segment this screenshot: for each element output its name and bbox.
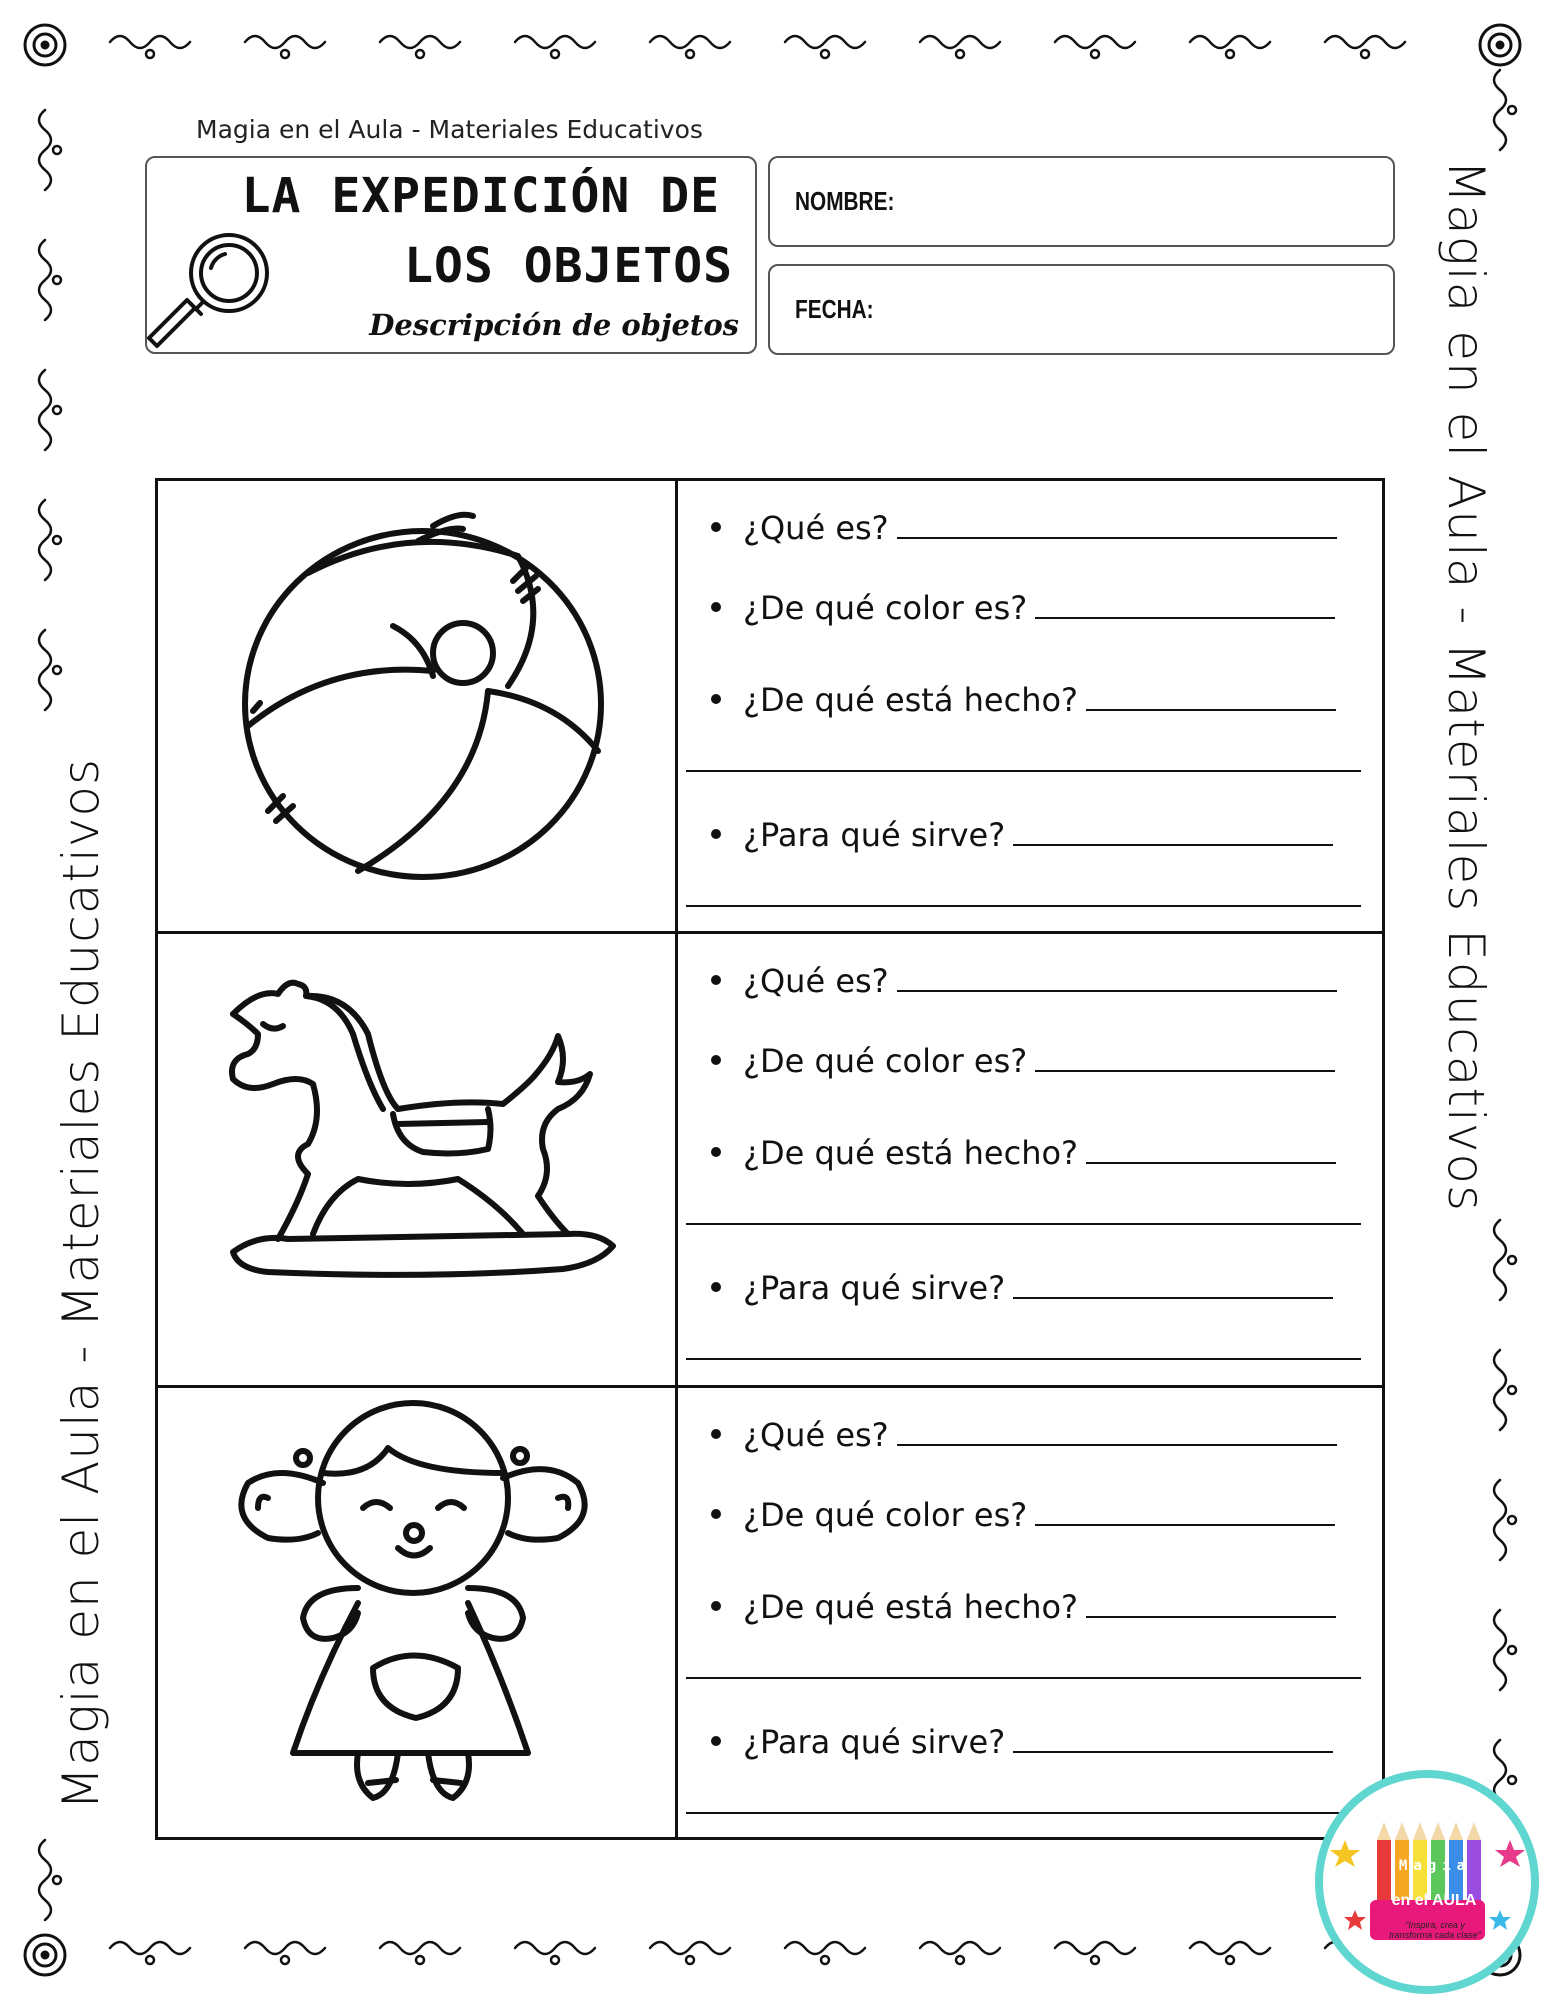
magnifying-glass-icon [147, 218, 277, 348]
answer-line[interactable] [686, 905, 1361, 907]
logo-text-magia: Magia [1398, 1858, 1472, 1874]
question-item: ¿De qué color es? [711, 589, 1335, 627]
answer-line[interactable] [686, 1677, 1361, 1679]
side-brand-right: Magia en el Aula - Materiales Educativos [1437, 160, 1495, 1213]
questions-cell [681, 481, 1382, 931]
answer-line[interactable] [1013, 842, 1333, 846]
question-item: ¿Qué es? [711, 1416, 1337, 1454]
title-box [145, 156, 757, 354]
answer-line[interactable] [686, 1812, 1361, 1814]
question-item: ¿De qué está hecho? [711, 1588, 1336, 1626]
questions-cell [681, 934, 1382, 1385]
question-item: ¿De qué color es? [711, 1042, 1335, 1080]
question-item: ¿De qué está hecho? [711, 681, 1336, 719]
name-label: NOMBRE: [795, 186, 895, 216]
answer-line[interactable] [1013, 1295, 1333, 1299]
question-item: ¿Qué es? [711, 509, 1337, 547]
title-line-1: LA EXPEDICIÓN DE [241, 168, 720, 224]
question-item: ¿Para qué sirve? [711, 1269, 1333, 1307]
side-brand-left: Magia en el Aula - Materiales Educativos [52, 757, 110, 1810]
logo-tagline: "Inspira, crea y transforma cada clase" [1389, 1920, 1481, 1940]
answer-line[interactable] [686, 1358, 1361, 1360]
worksheet-row [158, 481, 1382, 934]
date-field[interactable] [768, 264, 1395, 355]
title-subtitle: Descripción de objetos [369, 308, 739, 342]
answer-line[interactable] [686, 1223, 1361, 1225]
title-line-2: LOS OBJETOS [404, 238, 733, 294]
question-item: ¿Para qué sirve? [711, 816, 1333, 854]
answer-line[interactable] [1035, 615, 1335, 619]
rocking-horse-icon [158, 934, 678, 1388]
doll-icon [158, 1388, 678, 1840]
answer-line[interactable] [1035, 1522, 1335, 1526]
question-item: ¿Para qué sirve? [711, 1723, 1333, 1761]
worksheet-row [158, 1388, 1382, 1840]
image-cell [158, 481, 678, 931]
brand-logo [1315, 1770, 1540, 1995]
worksheet-row [158, 934, 1382, 1388]
answer-line[interactable] [1013, 1749, 1333, 1753]
question-item: ¿De qué color es? [711, 1496, 1335, 1534]
name-field[interactable] [768, 156, 1395, 247]
questions-cell [681, 1388, 1382, 1840]
beach-ball-icon [158, 481, 678, 934]
question-item: ¿Qué es? [711, 962, 1337, 1000]
answer-line[interactable] [897, 535, 1337, 539]
image-cell [158, 1388, 678, 1840]
answer-line[interactable] [1086, 707, 1336, 711]
worksheet-table [155, 478, 1385, 1840]
answer-line[interactable] [1035, 1068, 1335, 1072]
answer-line[interactable] [897, 988, 1337, 992]
answer-line[interactable] [686, 770, 1361, 772]
logo-text-en-el-aula: en el AULA [1391, 1892, 1477, 1909]
brand-line: Magia en el Aula - Materiales Educativos [196, 115, 703, 144]
answer-line[interactable] [1086, 1614, 1336, 1618]
date-label: FECHA: [795, 294, 874, 324]
answer-line[interactable] [897, 1442, 1337, 1446]
question-item: ¿De qué está hecho? [711, 1134, 1336, 1172]
answer-line[interactable] [1086, 1160, 1336, 1164]
image-cell [158, 934, 678, 1385]
